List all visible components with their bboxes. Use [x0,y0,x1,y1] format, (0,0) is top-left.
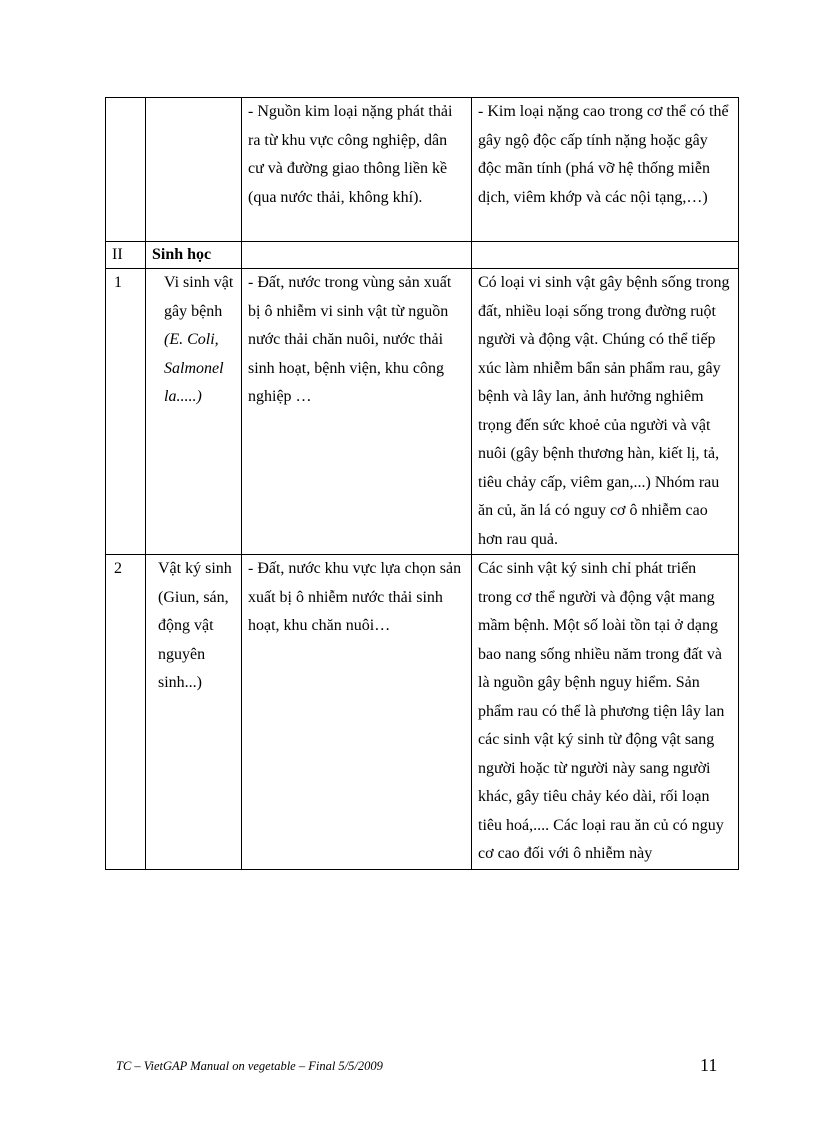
table-row [106,269,739,555]
hazard-cell: Có loại vi sinh vật gây bệnh sống trong đất, nhiều loại sống trong đường ruột người và động vật. Chúng có thể tiếp xúc làm nhiễm bẩn sản phẩm rau, gây bệnh và lây lan, ảnh hưởng nghiêm trọng đến sức khoẻ của người và vật nuôi (gây bệnh thương hàn, kiết lị, tả, tiêu chảy cấp, viêm gan,...) Nhóm rau ăn củ, ăn lá có nguy cơ ô nhiễm cao hơn rau quả. [472,269,739,555]
source-cell: - Đất, nước trong vùng sản xuất bị ô nhiễm vi sinh vật từ nguồn nước thải chăn nuôi, nước thải sinh hoạt, bệnh viện, khu công nghiệp … [242,269,472,555]
agent-cell: Vật ký sinh (Giun, sán, động vật nguyên sinh...) [146,555,242,870]
agent-examples: (E. Coli, Salmonel la.....) [164,331,224,405]
section-number: II [106,242,146,269]
row-number-cell: 2 [106,555,146,870]
source-cell: - Đất, nước khu vực lựa chọn sản xuất bị ô nhiễm nước thải sinh hoạt, khu chăn nuôi… [242,555,472,870]
row-number-cell [106,98,146,242]
agent-cell [146,98,242,242]
hazard-cell: - Kim loại nặng cao trong cơ thể có thể gây ngộ độc cấp tính nặng hoặc gây độc mãn tính (phá vỡ hệ thống miễn dịch, viêm khớp và các nội tạng,…) [472,98,739,242]
source-cell: - Nguồn kim loại nặng phát thải ra từ khu vực công nghiệp, dân cư và đường giao thông liền kề (qua nước thải, không khí). [242,98,472,242]
agent-name: Vi sinh vật gây bệnh [164,274,234,320]
section-title: Sinh học [146,242,242,269]
hazard-table [105,97,739,870]
row-number-cell: 1 [106,269,146,555]
agent-cell [146,269,242,555]
section-row [106,242,739,269]
page-number: 11 [700,1055,718,1075]
footer-text: TC – VietGAP Manual on vegetable – Final 5/5/2009 [116,1059,383,1073]
table-row [106,555,739,870]
table-row [106,98,739,242]
hazard-cell: Các sinh vật ký sinh chỉ phát triển trong cơ thể người và động vật mang mầm bệnh. Một số loài tồn tại ở dạng bao nang sống nhiều năm trong đất và là nguồn gây bệnh nguy hiểm. Sản phẩm rau có thể là phương tiện lây lan các sinh vật ký sinh từ động vật sang người hoặc từ người này sang người khác, gây tiêu chảy kéo dài, rối loạn tiêu hoá,.... Các loại rau ăn củ có nguy cơ cao đối với ô nhiễm này [472,555,739,870]
